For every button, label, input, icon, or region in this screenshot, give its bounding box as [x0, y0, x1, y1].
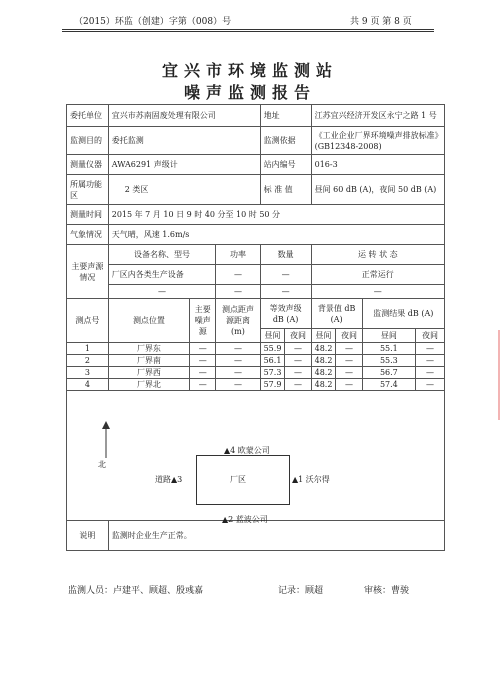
source-row-count: — — [260, 265, 311, 285]
reviewer-line: 审核：曹骏 — [364, 586, 410, 596]
cell-source: — — [190, 379, 216, 391]
source-row-power: — — [216, 265, 260, 285]
cell-position: 厂界北 — [108, 379, 189, 391]
measure-col-leq: 等效声级 dB (A) — [260, 299, 311, 329]
leq-day-header: 昼间 — [260, 329, 285, 343]
sources-col-status: 运 转 状 态 — [311, 245, 444, 265]
standard-value: 昼间 60 dB (A)，夜间 50 dB (A) — [311, 175, 444, 205]
note-value: 监测时企业生产正常。 — [108, 521, 444, 551]
result-day-header: 昼间 — [362, 329, 415, 343]
time-value: 2015 年 7 月 10 日 9 时 40 分至 10 时 50 分 — [108, 205, 444, 225]
cell-position: 厂界西 — [108, 367, 189, 379]
cell-result-day: 57.4 — [362, 379, 415, 391]
cell-leq-night: — — [285, 355, 311, 367]
cell-result-night: — — [416, 343, 445, 355]
cell-no: 1 — [67, 343, 109, 355]
source-row-name: 厂区内各类生产设备 — [108, 265, 216, 285]
source-row-power: — — [216, 285, 260, 299]
cell-bg-day: 48.2 — [311, 355, 336, 367]
note-label: 说明 — [67, 521, 109, 551]
measure-col-source: 主要噪声源 — [190, 299, 216, 343]
header-rule — [62, 29, 434, 30]
north-arrow-icon — [96, 420, 116, 460]
measure-row — [67, 379, 445, 391]
cell-distance: — — [216, 379, 260, 391]
cell-bg-night: — — [336, 367, 362, 379]
weather-value: 天气晴，风速 1.6m/s — [108, 225, 444, 245]
source-row-count: — — [260, 285, 311, 299]
zone-label: 所属功能区 — [67, 175, 109, 205]
source-row-status: 正常运行 — [311, 265, 444, 285]
client-label: 委托单位 — [67, 105, 109, 127]
cell-result-day: 55.3 — [362, 355, 415, 367]
result-night-header: 夜间 — [416, 329, 445, 343]
station-value: 016-3 — [311, 155, 444, 175]
cell-leq-day: 57.3 — [260, 367, 285, 379]
staff-line: 监测人员：卢建平、顾超、殷彧嘉 — [68, 586, 204, 596]
address-value: 江苏宜兴经济开发区永宁之路 1 号 — [311, 105, 444, 127]
sources-col-power: 功率 — [216, 245, 260, 265]
cell-result-day: 56.7 — [362, 367, 415, 379]
station-label: 站内编号 — [260, 155, 311, 175]
north-label: 北 — [98, 460, 106, 469]
measure-col-position: 测点位置 — [108, 299, 189, 343]
zone-value: 2 类区 — [108, 175, 260, 205]
cell-no: 2 — [67, 355, 109, 367]
bg-day-header: 昼间 — [311, 329, 336, 343]
measure-col-distance: 测点距声源距离 (m) — [216, 299, 260, 343]
recorder-line: 记录：顾超 — [278, 586, 324, 596]
cell-no: 4 — [67, 379, 109, 391]
measure-col-result: 监测结果 dB (A) — [362, 299, 444, 329]
cell-bg-day: 48.2 — [311, 379, 336, 391]
source-row-status: — — [311, 285, 444, 299]
measure-row — [67, 343, 445, 355]
measure-row — [67, 367, 445, 379]
cell-distance: — — [216, 343, 260, 355]
cell-bg-day: 48.2 — [311, 343, 336, 355]
cell-position: 厂界南 — [108, 355, 189, 367]
standard-label: 标 准 值 — [260, 175, 311, 205]
leq-night-header: 夜间 — [285, 329, 311, 343]
point-1-label: ▲1 沃尔得 — [292, 475, 330, 484]
cell-leq-night: — — [285, 343, 311, 355]
purpose-value: 委托监测 — [108, 127, 260, 155]
point-2-label: ▲2 蓝波公司 — [222, 515, 268, 524]
page-info: 共 9 页 第 8 页 — [350, 17, 412, 27]
plant-label: 厂区 — [230, 475, 246, 484]
cell-result-night: — — [416, 367, 445, 379]
sources-label: 主要声源情况 — [67, 245, 109, 299]
basis-label: 监测依据 — [260, 127, 311, 155]
cell-distance: — — [216, 367, 260, 379]
cell-result-night: — — [416, 379, 445, 391]
cell-leq-day: 56.1 — [260, 355, 285, 367]
cell-source: — — [190, 367, 216, 379]
cell-source: — — [190, 355, 216, 367]
sources-col-name: 设备名称、型号 — [108, 245, 216, 265]
cell-result-day: 55.1 — [362, 343, 415, 355]
cell-no: 3 — [67, 367, 109, 379]
cell-result-night: — — [416, 355, 445, 367]
cell-leq-night: — — [285, 379, 311, 391]
source-row-name: — — [108, 285, 216, 299]
cell-bg-night: — — [336, 343, 362, 355]
organization-title: 宜兴市环境监测站 — [161, 61, 338, 80]
point-4-label: ▲4 欧蒙公司 — [224, 446, 270, 455]
purpose-label: 监测目的 — [67, 127, 109, 155]
sources-col-count: 数量 — [260, 245, 311, 265]
measure-col-background: 背景值 dB (A) — [311, 299, 362, 329]
client-value: 宜兴市苏南固废处理有限公司 — [108, 105, 260, 127]
cell-bg-day: 48.2 — [311, 367, 336, 379]
address-label: 地址 — [260, 105, 311, 127]
basis-value: 《工业企业厂界环境噪声排放标准》(GB12348-2008) — [311, 127, 444, 155]
time-label: 测量时间 — [67, 205, 109, 225]
cell-leq-day: 57.9 — [260, 379, 285, 391]
weather-label: 气象情况 — [67, 225, 109, 245]
point-3-label: 道路▲3 — [155, 475, 183, 484]
cell-source: — — [190, 343, 216, 355]
cell-bg-night: — — [336, 379, 362, 391]
bg-night-header: 夜间 — [336, 329, 362, 343]
measure-row — [67, 355, 445, 367]
header-rule-2 — [62, 31, 434, 32]
instrument-label: 测量仪器 — [67, 155, 109, 175]
instrument-value: AWA6291 声级计 — [108, 155, 260, 175]
document-number: （2015）环监（创建）字第（008）号 — [74, 17, 232, 27]
report-title: 噪声监测报告 — [183, 83, 316, 102]
cell-bg-night: — — [336, 355, 362, 367]
cell-leq-night: — — [285, 367, 311, 379]
seal-stamp-icon — [482, 330, 500, 420]
measure-col-no: 测点号 — [67, 299, 109, 343]
cell-distance: — — [216, 355, 260, 367]
cell-leq-day: 55.9 — [260, 343, 285, 355]
cell-position: 厂界东 — [108, 343, 189, 355]
